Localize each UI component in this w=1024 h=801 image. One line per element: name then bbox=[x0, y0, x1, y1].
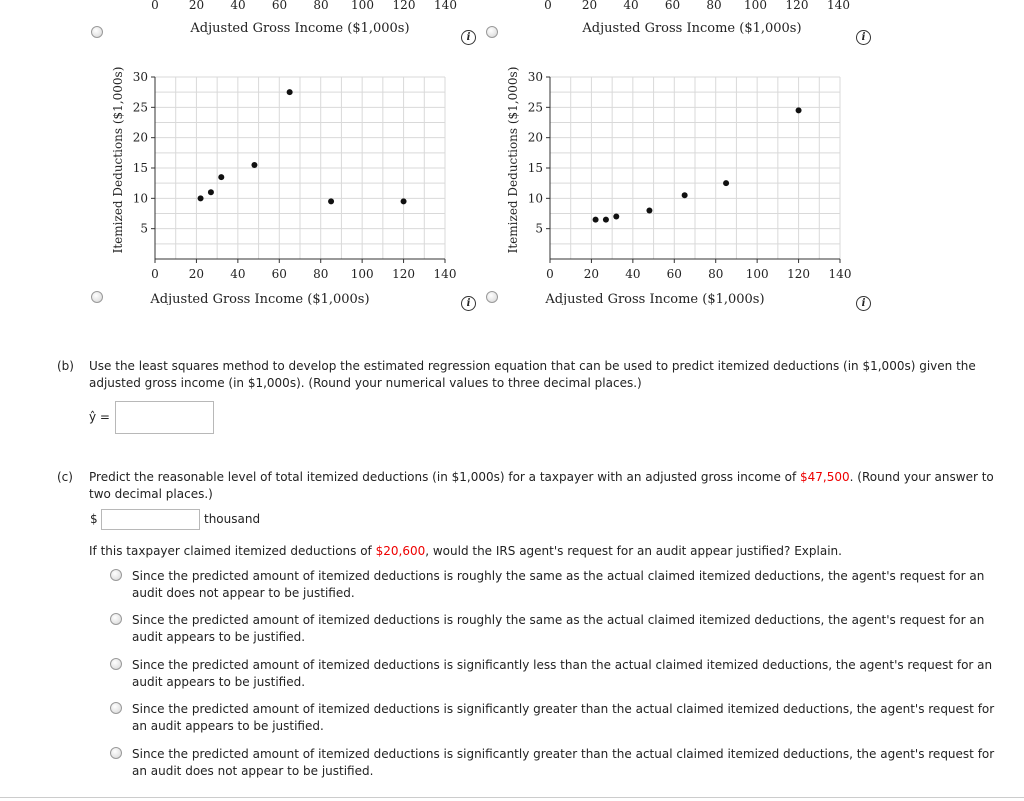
scatter-plot-right bbox=[495, 60, 875, 305]
y-tick-label: 15 bbox=[132, 161, 148, 175]
unit-label: thousand bbox=[204, 512, 261, 526]
audit-option-2-radio[interactable] bbox=[110, 613, 122, 625]
info-icon-4[interactable]: i bbox=[856, 296, 871, 311]
followup-text-post: , would the IRS agent's request for an audit appear justified? Explain. bbox=[425, 544, 842, 558]
x-tick-label: 120 bbox=[392, 267, 416, 281]
audit-option-3-radio[interactable] bbox=[110, 658, 122, 670]
part-c-text-pre: Predict the reasonable level of total itemized deductions (in $1,000s) for a taxpayer with an adjusted gross income of bbox=[89, 470, 801, 484]
info-icon-3[interactable]: i bbox=[461, 296, 476, 311]
part-c-label: (c) bbox=[57, 470, 73, 484]
scatter-plot-left bbox=[100, 60, 480, 305]
x-tick-label: 140 bbox=[828, 267, 852, 281]
top-axis-tick: 0 bbox=[544, 0, 552, 12]
info-icon-2[interactable]: i bbox=[856, 30, 871, 45]
data-point bbox=[646, 207, 652, 213]
x-axis-label: Adjusted Gross Income ($1,000s) bbox=[150, 292, 370, 305]
plot-option-radio-3[interactable] bbox=[91, 291, 103, 303]
audit-option-3-text: Since the predicted amount of itemized deductions is significantly less than the actual claimed itemized deductions, the agent's request for an audit appears to be justified. bbox=[132, 658, 993, 689]
x-tick-label: 20 bbox=[188, 267, 205, 281]
bottom-divider bbox=[0, 797, 1024, 798]
top-axis-tick: 20 bbox=[188, 0, 205, 12]
top-axis-tick: 100 bbox=[351, 0, 374, 12]
part-c-text-post: . (Round your answer to two decimal places.) bbox=[89, 470, 994, 501]
part-c-question bbox=[89, 469, 994, 503]
data-point bbox=[208, 189, 214, 195]
top-axis-left bbox=[0, 0, 480, 40]
plot-option-radio-1[interactable] bbox=[91, 26, 103, 38]
data-point bbox=[796, 107, 802, 113]
data-point bbox=[723, 180, 729, 186]
y-tick-label: 30 bbox=[527, 70, 543, 84]
regression-equation-input[interactable] bbox=[115, 401, 214, 434]
x-tick-label: 100 bbox=[350, 267, 374, 281]
plot-option-radio-2[interactable] bbox=[486, 26, 498, 38]
x-tick-label: 60 bbox=[666, 267, 682, 281]
x-tick-label: 80 bbox=[708, 267, 724, 281]
yhat-label: ŷ = bbox=[89, 410, 110, 424]
data-point bbox=[198, 195, 204, 201]
data-point bbox=[401, 198, 407, 204]
top-axis-label-left: Adjusted Gross Income ($1,000s) bbox=[190, 21, 410, 36]
top-axis-tick: 80 bbox=[706, 0, 722, 12]
followup-question bbox=[89, 543, 999, 560]
audit-option-4-radio[interactable] bbox=[110, 702, 122, 714]
audit-option-4-text: Since the predicted amount of itemized deductions is significantly greater than the actual claimed itemized deductions, the agent's request for an audit appears to be justified. bbox=[132, 702, 995, 733]
y-axis-label: Itemized Deductions ($1,000s) bbox=[111, 66, 125, 254]
predicted-deductions-input[interactable] bbox=[101, 509, 200, 530]
y-tick-label: 25 bbox=[527, 100, 543, 115]
data-point bbox=[251, 162, 257, 168]
top-axis-tick: 60 bbox=[664, 0, 681, 12]
claimed-highlight: $20,600 bbox=[375, 544, 426, 558]
part-b-label: (b) bbox=[57, 359, 74, 373]
audit-option-1-radio[interactable] bbox=[110, 569, 122, 581]
data-point bbox=[593, 217, 599, 223]
y-axis-label: Itemized Deductions ($1,000s) bbox=[506, 66, 520, 254]
data-point bbox=[218, 174, 224, 180]
info-icon-1[interactable]: i bbox=[461, 30, 476, 45]
x-tick-label: 0 bbox=[151, 267, 159, 281]
y-tick-label: 5 bbox=[535, 221, 543, 236]
x-tick-label: 0 bbox=[546, 267, 554, 281]
data-point bbox=[287, 89, 293, 95]
top-axis-tick: 40 bbox=[623, 0, 639, 12]
data-point bbox=[613, 214, 619, 220]
y-tick-label: 10 bbox=[132, 191, 148, 206]
x-tick-label: 60 bbox=[271, 267, 287, 281]
audit-option-5-radio[interactable] bbox=[110, 747, 122, 759]
followup-text-pre: If this taxpayer claimed itemized deductions of bbox=[89, 544, 376, 558]
part-b-question: Use the least squares method to develop the estimated regression equation that can be used to predict itemized deductions (in $1,000s) given the adjusted gross income (in $1,000s). (Round your numerical values to three decimal places.) bbox=[89, 359, 976, 390]
top-axis-tick: 40 bbox=[230, 0, 246, 12]
plot-option-radio-4[interactable] bbox=[486, 291, 498, 303]
top-axis-tick: 120 bbox=[392, 0, 416, 12]
top-axis-label-right: Adjusted Gross Income ($1,000s) bbox=[582, 21, 802, 36]
y-tick-label: 20 bbox=[527, 130, 543, 145]
agi-highlight: $47,500 bbox=[800, 470, 850, 484]
x-tick-label: 40 bbox=[230, 267, 246, 281]
x-tick-label: 140 bbox=[433, 267, 457, 281]
audit-option-1-text: Since the predicted amount of itemized deductions is roughly the same as the actual claimed itemized deductions, the agent's request for an audit does not appear to be justified. bbox=[132, 569, 985, 600]
top-axis-tick: 140 bbox=[827, 0, 850, 12]
top-axis-tick: 20 bbox=[581, 0, 598, 12]
x-axis-label: Adjusted Gross Income ($1,000s) bbox=[545, 292, 765, 305]
data-point bbox=[603, 217, 609, 223]
top-axis-tick: 0 bbox=[151, 0, 159, 12]
y-tick-label: 5 bbox=[140, 221, 148, 236]
top-axis-tick: 140 bbox=[434, 0, 457, 12]
top-axis-right bbox=[480, 0, 900, 40]
currency-symbol: $ bbox=[90, 512, 98, 526]
top-axis-tick: 120 bbox=[785, 0, 809, 12]
x-tick-label: 40 bbox=[625, 267, 641, 281]
data-point bbox=[682, 192, 688, 198]
x-tick-label: 100 bbox=[745, 267, 769, 281]
y-tick-label: 15 bbox=[527, 161, 543, 175]
top-axis-tick: 80 bbox=[313, 0, 329, 12]
top-axis-tick: 60 bbox=[271, 0, 288, 12]
y-tick-label: 30 bbox=[132, 70, 148, 84]
x-tick-label: 80 bbox=[313, 267, 329, 281]
y-tick-label: 20 bbox=[132, 130, 148, 145]
audit-option-5-text: Since the predicted amount of itemized deductions is significantly greater than the actual claimed itemized deductions, the agent's request for an audit does not appear to be justified. bbox=[132, 747, 995, 778]
y-tick-label: 10 bbox=[527, 191, 543, 206]
y-tick-label: 25 bbox=[132, 100, 148, 115]
data-point bbox=[328, 198, 334, 204]
top-axis-tick: 100 bbox=[744, 0, 767, 12]
audit-option-2-text: Since the predicted amount of itemized deductions is roughly the same as the actual claimed itemized deductions, the agent's request for an audit appears to be justified. bbox=[132, 613, 985, 644]
x-tick-label: 20 bbox=[583, 267, 600, 281]
x-tick-label: 120 bbox=[787, 267, 811, 281]
